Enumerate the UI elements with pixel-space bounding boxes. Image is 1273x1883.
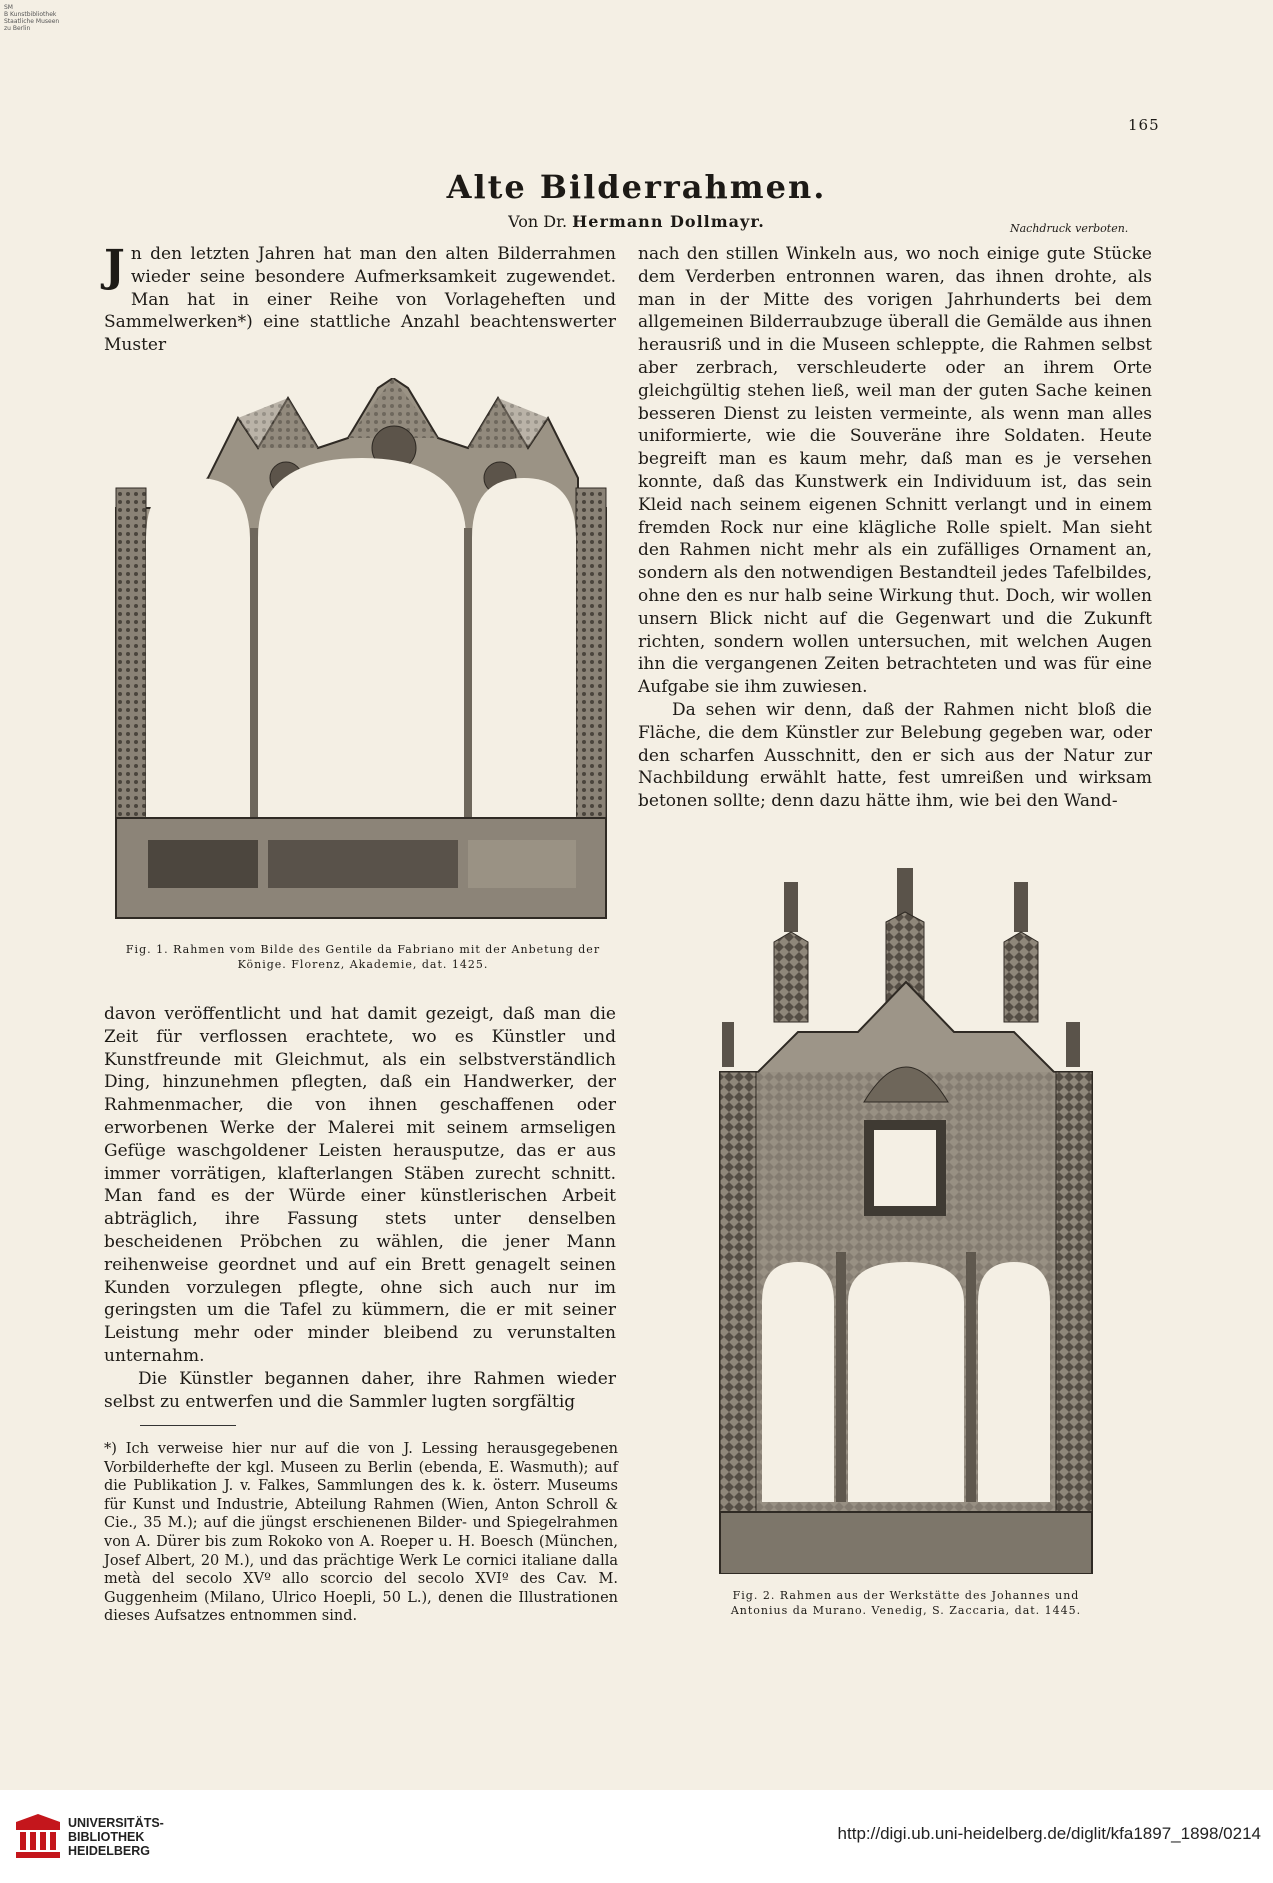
column-1-top xyxy=(104,243,616,357)
paragraph: nach den stillen Winkeln aus, wo noch einige gute Stücke dem Verderben entronnen waren, das ihnen drohte, als man in der Mitte des vorigen Jahrhunderts bei dem allgemeinen Bilderraubzuge überall die Gemälde aus ihnen herausriß und in die Museen schleppte, die Rahmen selbst aber zerbrach, verschleuderte oder an ihrem Orte gleichgültig stehen ließ, weil man der guten Sache keinen besseren Dienst zu leisten vermeinte, als wenn man alles uniformierte, wie die Souveräne ihre Soldaten. Heute begreift man es kaum mehr, daß man es je versehen konnte, daß das Kunstwerk ein Individuum ist, das sein Kleid nach seinem eigenen Schnitt verlangt und in einem fremden Rock nur eine klägliche Rolle spielt. Man sieht den Rahmen nicht mehr als ein zufälliges Ornament an, sondern als den notwendigen Bestandteil jedes Tafelbildes, ohne den es nur halb seine Wirkung thut. Doch, wir wollen unsern Blick nicht auf die Gegenwart und die Zukunft richten, sondern wollen untersuchen, mit welchen Augen ihn die vergangenen Zeiten betrachteten und was für eine Aufgabe sie ihm zuwiesen. xyxy=(638,244,1152,698)
figure-2-caption: Fig. 2. Rahmen aus der Werkstätte des Johannes und Antonius da Murano. Venedig, S. Zaccaria, dat. 1445. xyxy=(730,1589,1082,1617)
figure-2-frame-illustration xyxy=(714,862,1098,1574)
paragraph-intro: n den letzten Jahren hat man den alten Bilderrahmen wieder seine besondere Aufmerksamkeit zugewendet. Man hat in einer Reihe von Vorlageheften und Sammelwerken*) eine stattliche Anzahl beachtenswerter Muster xyxy=(104,244,616,356)
column-2-top xyxy=(638,243,1152,813)
reprint-notice: Nachdruck verboten. xyxy=(1010,222,1129,235)
library-name: UNIVERSITÄTS- BIBLIOTHEK HEIDELBERG xyxy=(68,1816,164,1858)
article-title: Alte Bilderrahmen. xyxy=(446,168,827,206)
page-number: 165 xyxy=(1128,116,1160,134)
footnote: *) Ich verweise hier nur auf die von J. Lessing herausgegebenen Vorbilderhefte der kgl. Museen zu Berlin (ebenda, E. Wasmuth); auf die Publikation J. v. Falkes, Sammlungen des k. k. österr. Museums für Kunst und Industrie, Abteilung Rahmen (Wien, Anton Schroll & Cie., 35 M.); auf die jüngst erschienenen Bilder- und Spiegelrahmen von A. Dürer bis zum Rokoko von A. Roeper u. H. Boesch (München, Josef Albert, 20 M.), und das prächtige Werk Le cornici italiane dalla metà del secolo XVº allo scorcio del secolo XVIº des Cav. M. Guggenheim (Milano, Ulrico Hoepli, 50 L.), denen die Illustrationen dieses Aufsatzes entnommen sind. xyxy=(104,1441,618,1625)
paragraph: Da sehen wir denn, daß der Rahmen nicht bloß die Fläche, die dem Künstler zur Belebung gegeben war, oder den scharfen Ausschnitt, den er sich aus der Natur zur Nachbildung erwählt hatte, fest umreißen und wirksam betonen sollte; denn dazu hätte ihm, wie bei den Wand- xyxy=(638,699,1152,812)
drop-cap: J xyxy=(104,241,125,292)
heidelberg-logo-icon xyxy=(14,1812,62,1860)
author-name: Hermann Dollmayr. xyxy=(572,212,765,231)
library-stamp: SM B Kunstbibliothek Staatliche Museen zu Berlin xyxy=(4,4,60,32)
figure-1-caption: Fig. 1. Rahmen vom Bilde des Gentile da Fabriano mit der Anbetung der Könige. Florenz, Akademie, dat. 1425. xyxy=(125,943,601,971)
figure-1-frame-illustration xyxy=(108,378,614,926)
permalink-url[interactable]: http://digi.ub.uni-heidelberg.de/diglit/kfa1897_1898/0214 xyxy=(837,1824,1261,1843)
author-prefix: Von Dr. xyxy=(508,212,568,231)
paragraph: davon veröffentlicht und hat damit gezeigt, daß man die Zeit für verflossen erachtete, wo es Künstler und Kunstfreunde mit Gleichmut, als ein selbstverständlich Ding, hinzunehmen pflegten, daß ein Handwerker, der Rahmenmacher, die von ihnen geschaffenen oder erworbenen Werke der Malerei mit seinem armseligen Gefüge waschgoldener Leisten herausputze, das er aus immer vorrätigen, klafterlangen Stäben zurecht schnitt. Man fand es der Würde einer künstlerischen Arbeit abträglich, ihre Fassung stets unter denselben bescheidenen Pröbchen zu wählen, die jener Mann reihenweise geordnet und auf ein Brett genagelt seinen Kunden vorzulegen pflegte, ohne sich auch nur im geringsten um die Tafel zu kümmern, die er mit seiner Leistung mehr oder minder bleibend zu verunstalten unternahm. xyxy=(104,1004,616,1366)
column-1-bottom xyxy=(104,1003,616,1413)
footnote-divider xyxy=(140,1425,236,1426)
paragraph: Die Künstler begannen daher, ihre Rahmen wieder selbst zu entwerfen und die Sammler lugten sorgfältig xyxy=(104,1368,616,1412)
